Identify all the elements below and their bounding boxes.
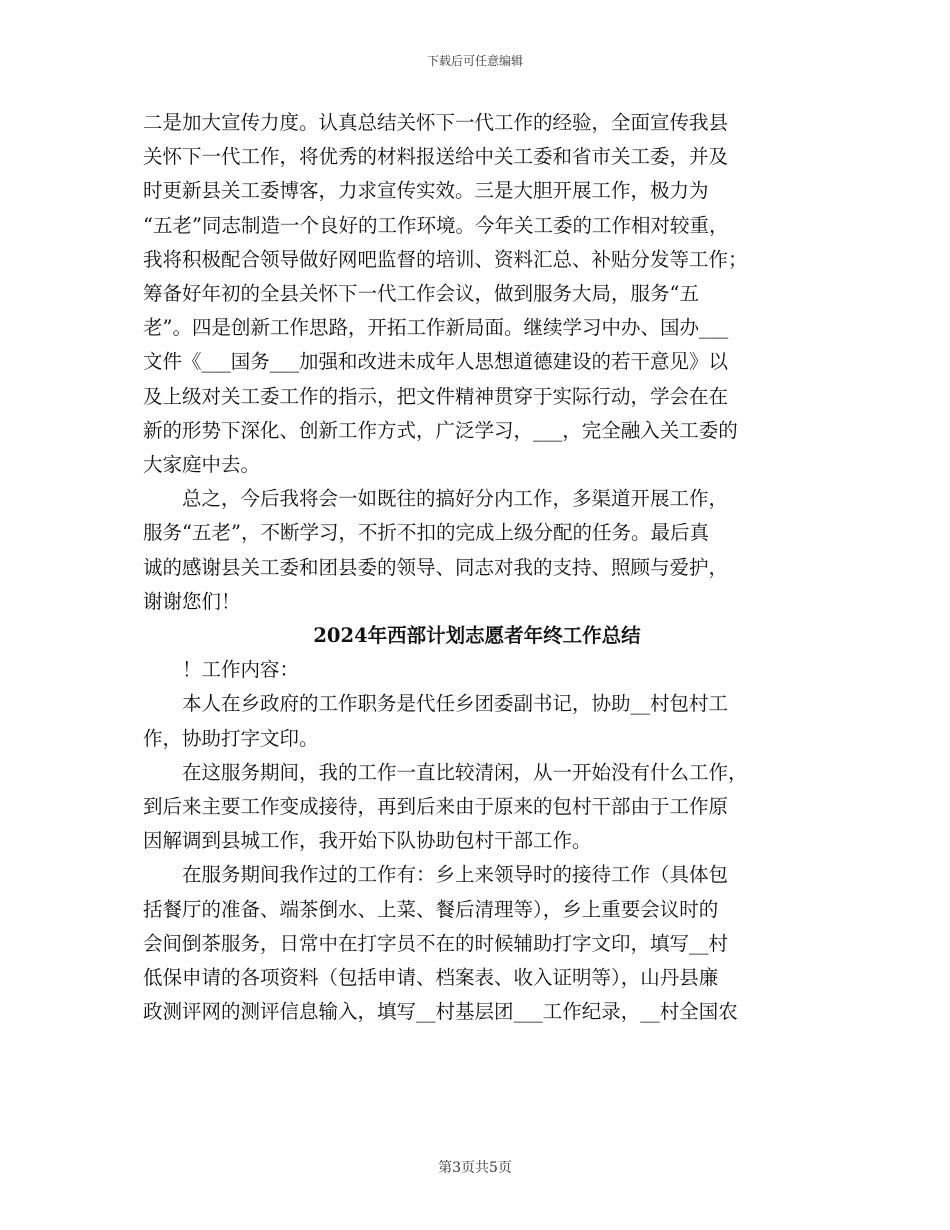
text-line: 在这服务期间，我的工作一直比较清闲，从一开始没有什么工作， bbox=[182, 760, 748, 784]
text-line: 关怀下一代工作，将优秀的材料报送给中关工委和省市关工委，并及 bbox=[143, 145, 729, 169]
text-line: 谢谢您们！ bbox=[143, 589, 241, 613]
text-line: “五老”同志制造一个良好的工作环境。今年关工委的工作相对较重， bbox=[143, 213, 729, 237]
document-body bbox=[143, 106, 811, 1029]
paragraph bbox=[143, 756, 811, 859]
text-line: 及上级对关工委工作的指示，把文件精神贯穿于实际行动，学会在在 bbox=[143, 384, 729, 408]
paragraph bbox=[143, 106, 811, 482]
text-line: 筹备好年初的全县关怀下一代工作会议，做到服务大局，服务“五 bbox=[143, 282, 699, 306]
text-line: 我将积极配合领导做好网吧监督的培训、资料汇总、补贴分发等工作； bbox=[143, 247, 748, 271]
text-line: 作，协助打字文印。 bbox=[143, 726, 319, 750]
page-header: 下载后可任意编辑 bbox=[426, 54, 523, 68]
text-line: ！工作内容： bbox=[182, 658, 300, 682]
text-line: 低保申请的各项资料（包括申请、档案表、收入证明等），山丹县廉 bbox=[143, 966, 719, 990]
text-line: 到后来主要工作变成接待，再到后来由于原来的包村干部由于工作原 bbox=[143, 795, 729, 819]
paragraph bbox=[143, 687, 811, 755]
text-line: 括餐厅的准备、端茶倒水、上菜、餐后清理等），乡上重要会议时的 bbox=[143, 897, 719, 921]
text-line: 文件《___国务___加强和改进未成年人思想道德建设的若干意见》以 bbox=[143, 350, 729, 374]
text-line: 时更新县关工委博客，力求宣传实效。三是大胆开展工作，极力为 bbox=[143, 179, 709, 203]
text-line: 大家庭中去。 bbox=[143, 453, 261, 477]
text-line: 在服务期间我作过的工作有：乡上来领导时的接待工作（具体包 bbox=[182, 863, 729, 887]
text-line: 二是加大宣传力度。认真总结关怀下一代工作的经验，全面宣传我县 bbox=[143, 111, 729, 134]
page-footer: 第3页共5页 bbox=[438, 1160, 512, 1176]
text-line: 新的形势下深化、创新工作方式，广泛学习，___，完全融入关工委的 bbox=[143, 418, 738, 442]
text-line: 政测评网的测评信息输入，填写__村基层团___工作纪录，__村全国农 bbox=[143, 1000, 738, 1024]
paragraph bbox=[143, 858, 811, 1029]
paragraph bbox=[143, 482, 811, 619]
text-line: 会间倒茶服务，日常中在打字员不在的时候辅助打字文印，填写__村 bbox=[143, 931, 729, 955]
text-line: 服务“五老”，不断学习，不折不扣的完成上级分配的任务。最后真 bbox=[143, 521, 709, 545]
text-line: 总之，今后我将会一如既往的搞好分内工作，多渠道开展工作， bbox=[182, 487, 729, 511]
text-line: 本人在乡政府的工作职务是代任乡团委副书记，协助__村包村工 bbox=[182, 692, 729, 716]
paragraph bbox=[143, 653, 811, 687]
document-title: 2024年西部计划志愿者年终工作总结 bbox=[313, 624, 641, 648]
text-line: 因解调到县城工作，我开始下队协助包村干部工作。 bbox=[143, 829, 592, 853]
text-line: 老”。四是创新工作思路，开拓工作新局面。继续学习中办、国办___ bbox=[143, 316, 729, 340]
text-line: 诚的感谢县关工委和团县委的领导、同志对我的支持、照顾与爱护， bbox=[143, 555, 729, 579]
